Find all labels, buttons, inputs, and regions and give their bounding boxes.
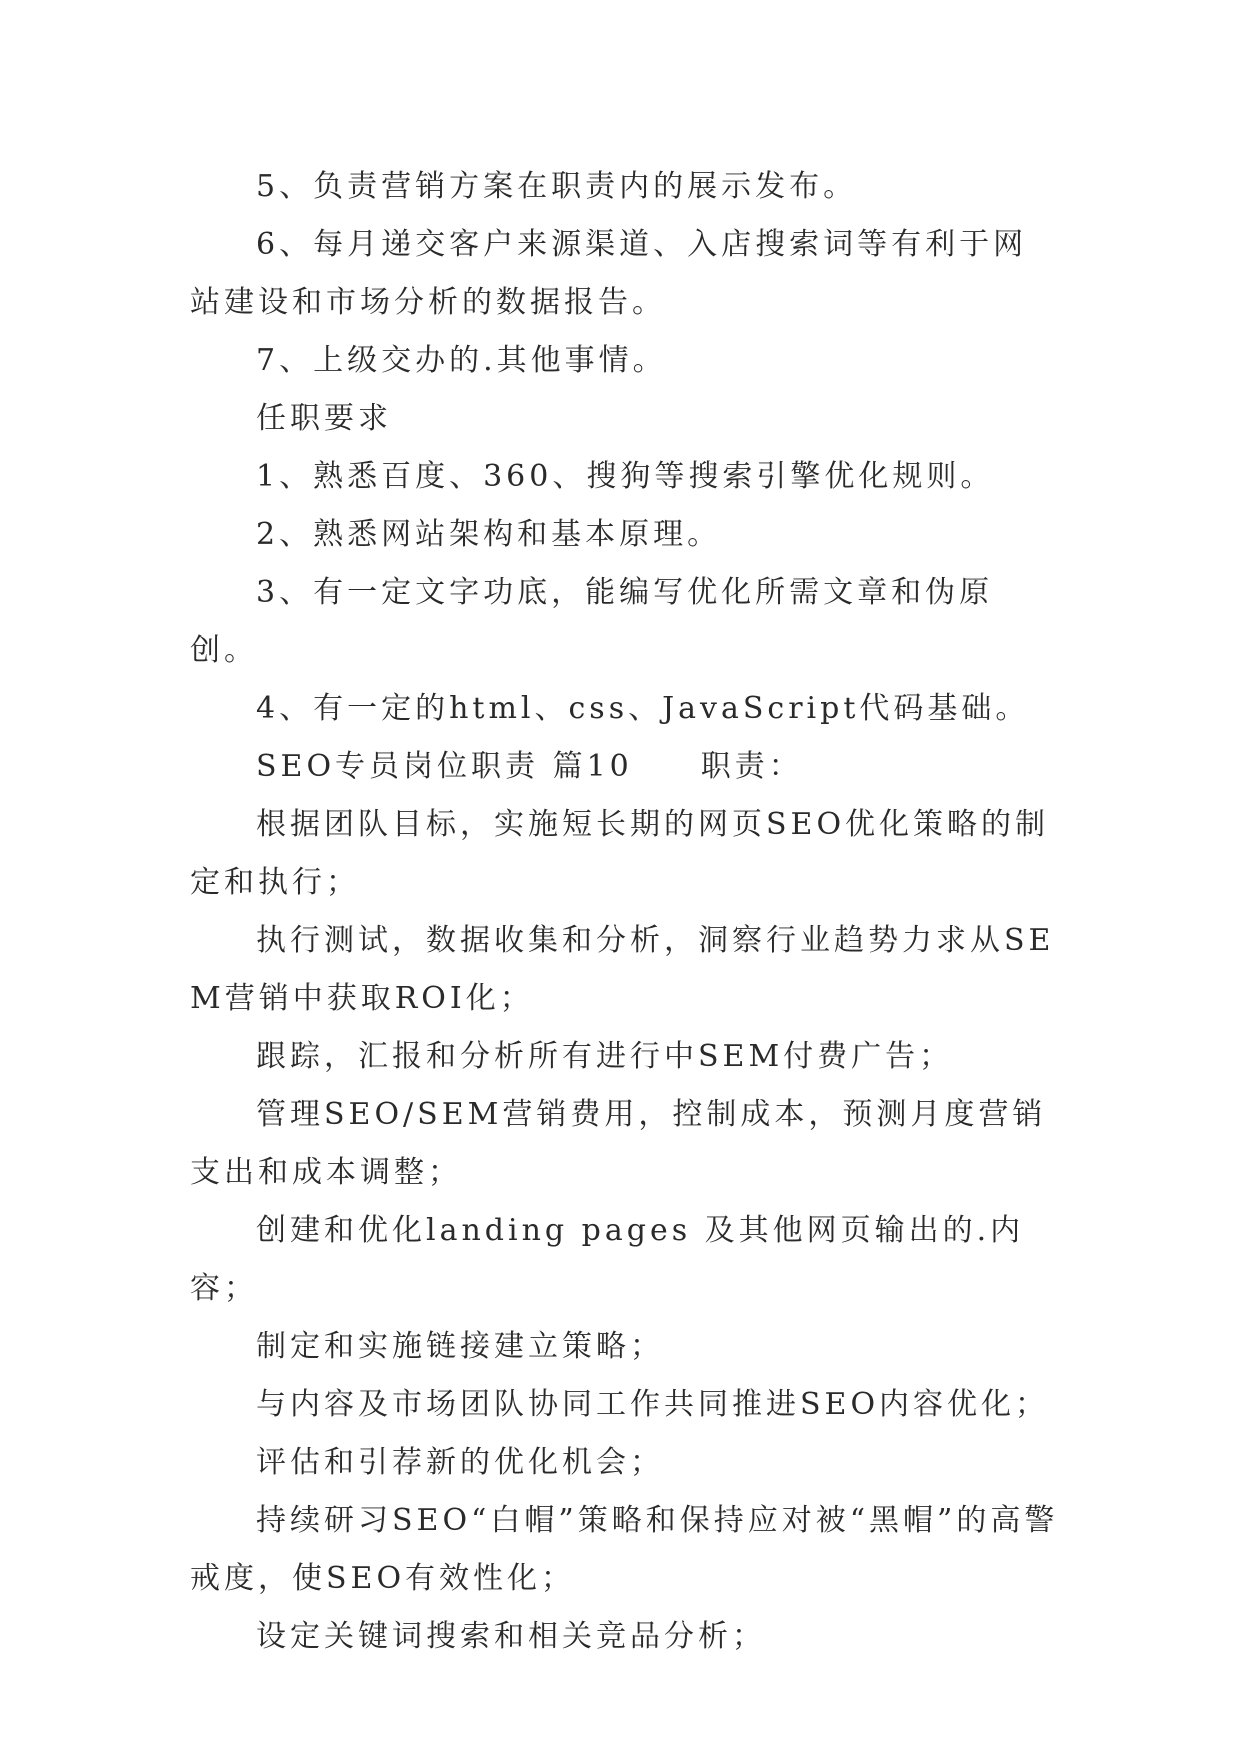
paragraph: 7、上级交办的.其他事情。 — [256, 343, 667, 378]
paragraph: 管理SEO/SEM营销费用，控制成本，预测月度营销支出和成本调整； — [190, 1097, 1047, 1190]
paragraph: 3、有一定文字功底，能编写优化所需文章和伪原创。 — [190, 575, 994, 668]
paragraph: 评估和引荐新的优化机会； — [256, 1445, 664, 1480]
paragraph: 持续研习SEO“白帽”策略和保持应对被“黑帽”的高警戒度，使SEO有效性化； — [190, 1503, 1059, 1596]
paragraph: 2、熟悉网站架构和基本原理。 — [256, 517, 722, 552]
paragraph: 与内容及市场团队协同工作共同推进SEO内容优化； — [256, 1387, 1050, 1422]
paragraph: 1、熟悉百度、360、搜狗等搜索引擎优化规则。 — [256, 459, 995, 494]
paragraph: 设定关键词搜索和相关竞品分析； — [256, 1619, 766, 1654]
paragraph: 6、每月递交客户来源渠道、入店搜索词等有利于网站建设和市场分析的数据报告。 — [190, 227, 1028, 320]
paragraph: 制定和实施链接建立策略； — [256, 1329, 664, 1364]
section-heading: 任职要求 — [256, 401, 392, 436]
paragraph: 根据团队目标，实施短长期的网页SEO优化策略的制定和执行； — [190, 807, 1050, 900]
paragraph: 跟踪，汇报和分析所有进行中SEM付费广告； — [256, 1039, 954, 1074]
paragraph: 4、有一定的html、css、JavaScript代码基础。 — [256, 691, 1030, 726]
paragraph: 创建和优化landing pages 及其他网页输出的.内容； — [190, 1213, 1025, 1306]
document-body — [190, 158, 1060, 1666]
section-heading: SEO专员岗位职责 篇10 职责： — [256, 749, 803, 784]
paragraph: 5、负责营销方案在职责内的展示发布。 — [256, 169, 858, 204]
paragraph: 执行测试，数据收集和分析，洞察行业趋势力求从SEM营销中获取ROI化； — [190, 923, 1055, 1016]
